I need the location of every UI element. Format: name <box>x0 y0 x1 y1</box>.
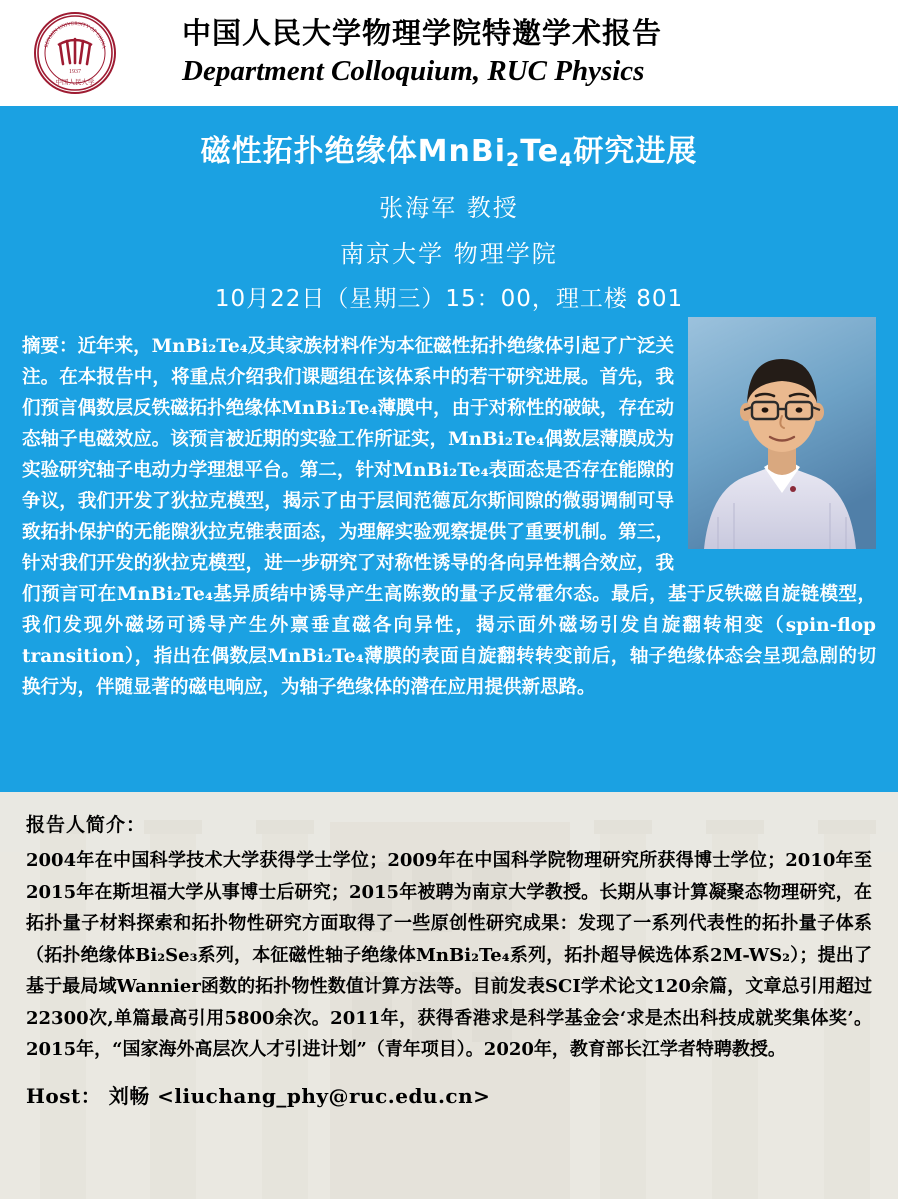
header-title-en: Department Colloquium, RUC Physics <box>182 55 645 87</box>
talk-title-mid: Te <box>520 134 560 169</box>
svg-text:RENMIN UNIVERSITY OF CHINA: RENMIN UNIVERSITY OF CHINA <box>43 20 107 50</box>
talk-title-pre: 磁性拓扑绝缘体MnBi <box>200 134 507 169</box>
bio-content <box>0 792 898 1119</box>
talk-title <box>22 132 876 175</box>
talk-title-sub-4: 4 <box>559 149 574 171</box>
svg-text:中国人民大学: 中国人民大学 <box>55 78 95 86</box>
talk-datetime-location: 10月22日（星期三）15：00，理工楼 801 <box>214 286 684 312</box>
speaker-affiliation: 南京大学 物理学院 <box>340 240 558 268</box>
poster-header <box>0 0 898 106</box>
ruc-seal-icon <box>34 12 116 94</box>
bio-panel <box>0 792 898 1199</box>
bio-heading: 报告人简介： <box>26 814 147 836</box>
host-line: Host： 刘畅 <liuchang_phy@ruc.edu.cn> <box>26 1083 491 1108</box>
speaker-photo <box>688 317 876 549</box>
svg-text:1937: 1937 <box>69 69 81 75</box>
talk-panel <box>0 106 898 792</box>
bio-text: 2004年在中国科学技术大学获得学士学位；2009年在中国科学院物理研究所获得博士学位；2010年至2015年在斯坦福大学从事博士后研究；2015年被聘为南京大学教授。长期从事计算凝聚态物理研究，在拓扑量子材料探索和拓扑物性研究方面取得了一些原创性研究成果：发现了一系列代表性的拓扑量子体系（拓扑绝缘体Bi₂Se₃系列，本征磁性轴子绝缘体MnBi₂Te₄系列，拓扑超导候选体系2M-WS₂）；提出了基于最局域Wannier函数的拓扑物性数值计算方法等。目前发表SCI学术论文120余篇，文章总引用超过22300次,单篇最高引用5800余次。2011年，获得香港求是科学基金会‘求是杰出科技成就奖集体奖’。2015年，“国家海外高层次人才引进计划”（青年项目）。2020年，教育部长江学者特聘教授。 <box>26 850 872 1060</box>
talk-title-post: 研究进展 <box>573 134 698 169</box>
header-title-cn: 中国人民大学物理学院特邀学术报告 <box>182 16 663 50</box>
speaker-name: 张海军 教授 <box>379 194 519 222</box>
header-titles <box>182 14 882 90</box>
talk-abstract: 摘要：近年来，MnBi₂Te₄及其家族材料作为本征磁性拓扑绝缘体引起了广泛关注。在本报告中，将重点介绍我们课题组在该体系中的若干研究进展。首先，我们预言偶数层反铁磁拓扑绝缘体MnBi₂Te₄薄膜中，由于对称性的破缺，存在动态轴子电磁效应。该预言被近期的实验工作所证实，MnBi₂Te₄偶数层薄膜成为实验研究轴子电动力学理想平台。第二，针对MnBi₂Te₄表面态是否存在能隙的争议，我们开发了狄拉克模型，揭示了由于层间范德瓦尔斯间隙的微弱调制可导致拓扑保护的无能隙狄拉克锥表面态，为理解实验观察提供了重要机制。第三，针对我们开发的狄拉克模型，进一步研究了对称性诱导的各向异性耦合效应，我们预言可在MnBi₂Te₄基异质结中诱导产生高陈数的量子反常霍尔态。最后，基于反铁磁自旋链模型，我们发现外磁场可诱导产生外禀垂直磁各向异性，揭示面外磁场引发自旋翻转相变（spin-flop transition），指出在偶数层MnBi₂Te₄薄膜的表面自旋翻转转变前后，轴子绝缘体态会呈现急剧的切换行为，伴随显著的磁电响应，为轴子绝缘体的潜在应用提供新思路。 <box>22 336 876 698</box>
talk-title-sub-2: 2 <box>506 149 521 171</box>
